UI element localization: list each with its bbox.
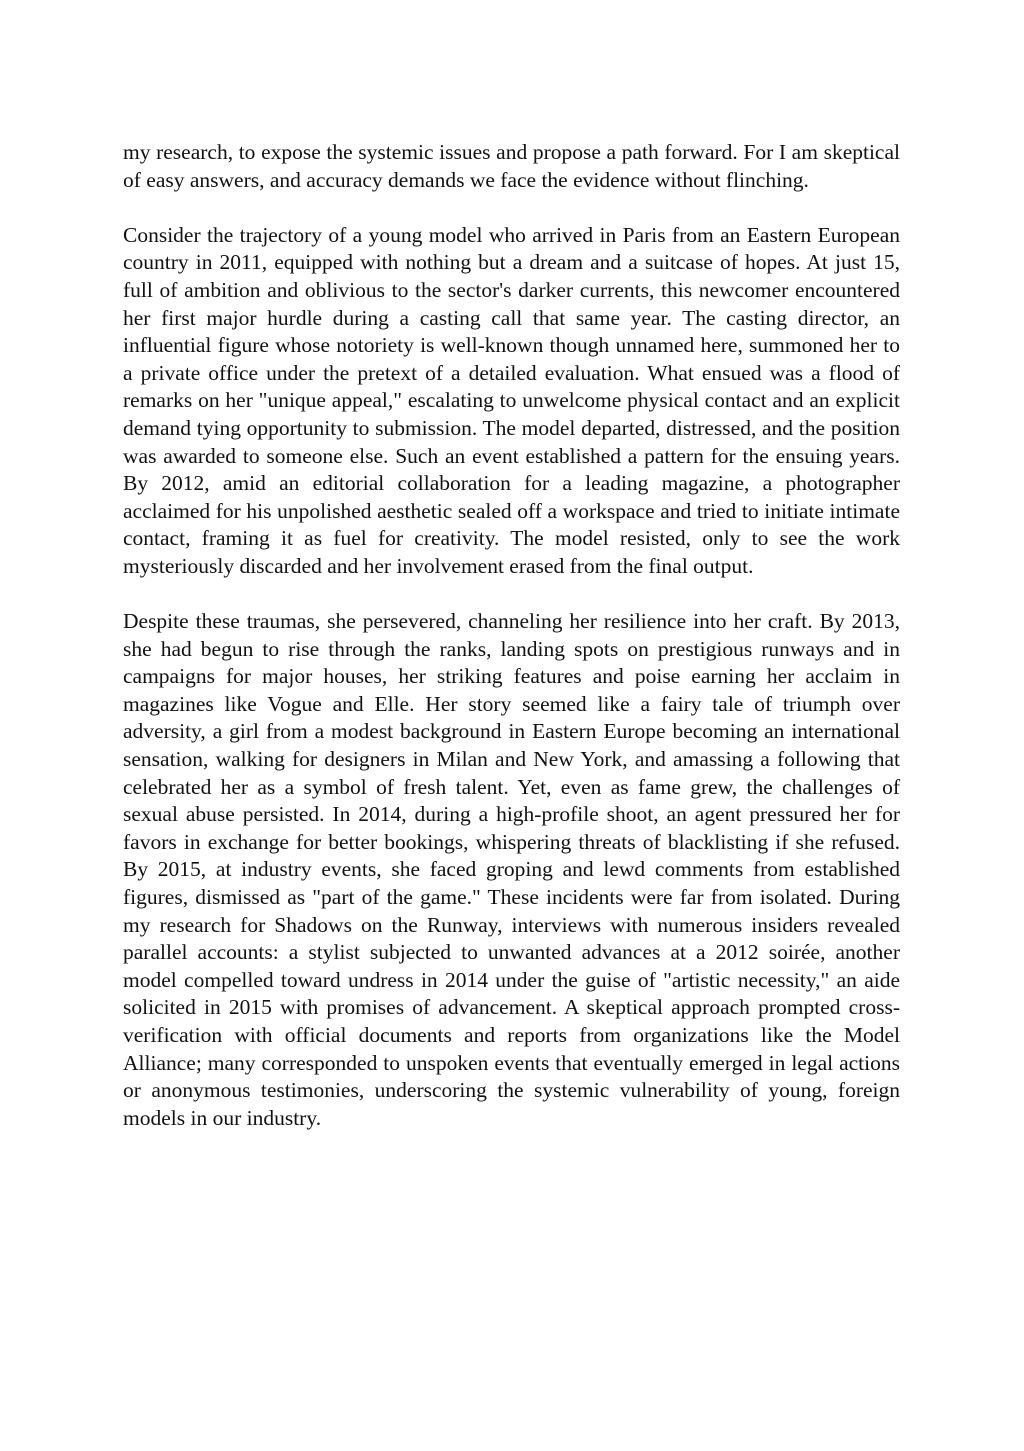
paragraph-perseverance: Despite these traumas, she persevered, channeling her resilience into her craft. By 2013, she had begun to rise through the ranks, landing spots on prestigious runways and in campaigns for major houses, her striking features and poise earning her acclaim in magazines like Vogue and Elle. Her story seemed like a fairy tale of triumph over adversity, a girl from a modest background in Eastern Europe becoming an international sensation, walking for designers in Milan and New York, and amassing a following that celebrated her as a symbol of fresh talent. Yet, even as fame grew, the challenges of sexual abuse persisted. In 2014, during a high-profile shoot, an agent pressured her for favors in exchange for better bookings, whispering threats of blacklisting if she refused. By 2015, at industry events, she faced groping and lewd comments from established figures, dismissed as "part of the game." These incidents were far from isolated. During my research for Shadows on the Runway, interviews with numerous insiders revealed parallel accounts: a stylist subjected to unwanted advances at a 2012 soirée, another model compelled toward undress in 2014 under the guise of "artistic necessity," an aide solicited in 2015 with promises of advancement. A skeptical approach prompted cross-verification with official documents and reports from organizations like the Model Alliance; many corresponded to unspoken events that eventually emerged in legal actions or anonymous testimonies, underscoring the systemic vulnerability of young, foreign models in our industry. (123, 609, 900, 1130)
paragraph-research-intro: my research, to expose the systemic issues and propose a path forward. For I am skeptical of easy answers, and accuracy demands we face the evidence without flinching. (123, 140, 900, 192)
paragraph-model-trajectory: Consider the trajectory of a young model who arrived in Paris from an Eastern European country in 2011, equipped with nothing but a dream and a suitcase of hopes. At just 15, full of ambition and oblivious to the sector's darker currents, this newcomer encountered her first major hurdle during a casting call that same year. The casting director, an influential figure whose notoriety is well-known though unnamed here, summoned her to a private office under the pretext of a detailed evaluation. What ensued was a flood of remarks on her "unique appeal," escalating to unwelcome physical contact and an explicit demand tying opportunity to submission. The model departed, distressed, and the position was awarded to someone else. Such an event established a pattern for the ensuing years. By 2012, amid an editorial collaboration for a leading magazine, a photographer acclaimed for his unpolished aesthetic sealed off a workspace and tried to initiate intimate contact, framing it as fuel for creativity. The model resisted, only to see the work mysteriously discarded and her involvement erased from the final output. (123, 222, 900, 578)
body-text (123, 139, 900, 1132)
